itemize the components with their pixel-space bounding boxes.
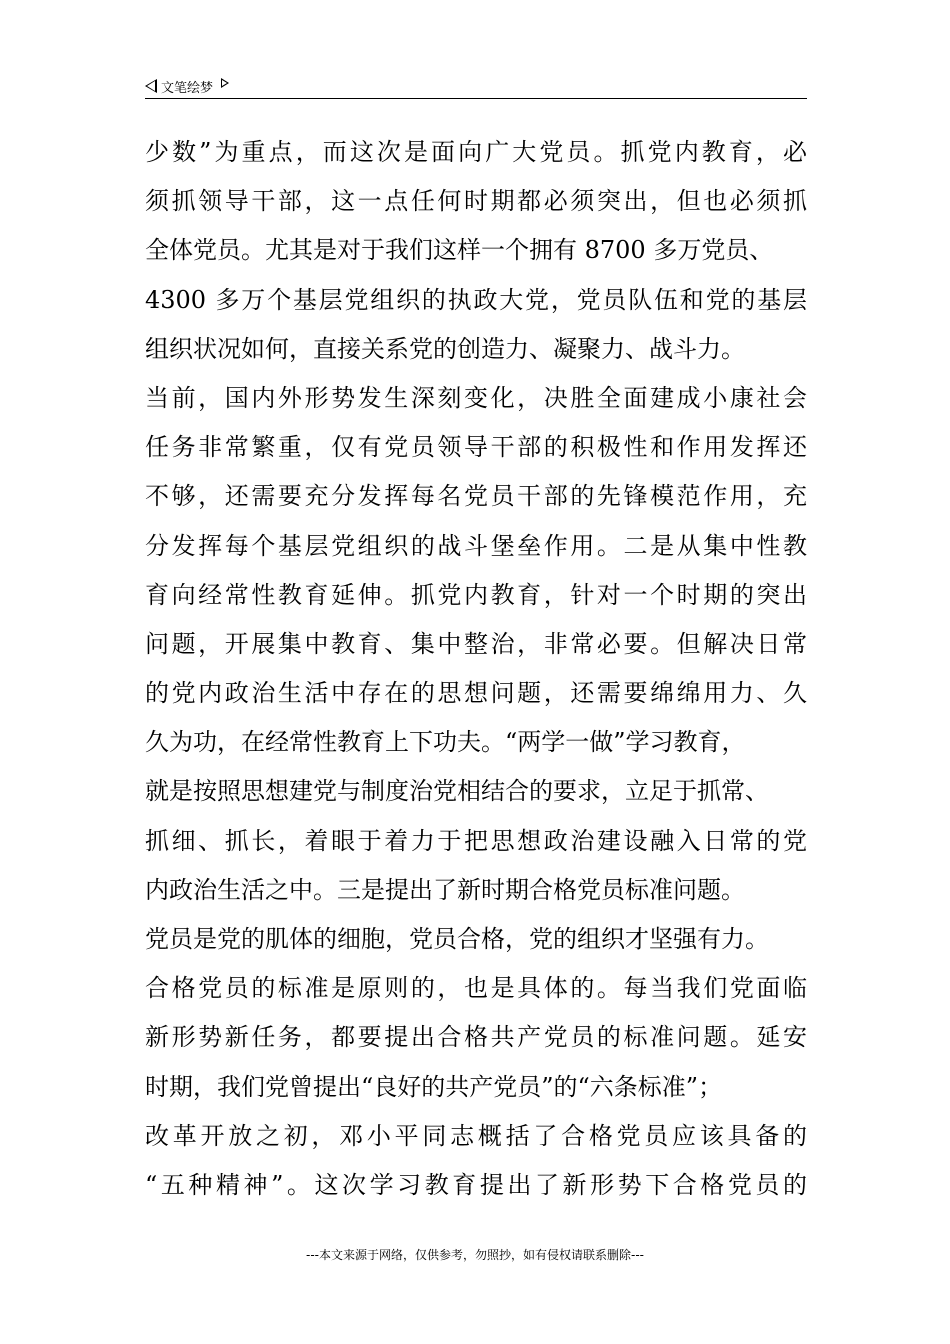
body-line: 就是按照思想建党与制度治党相结合的要求，立足于抓常、 [145,777,769,806]
body-line: 须抓领导干部，这一点任何时期都必须突出，但也必须抓 [145,187,807,216]
body-line: 分发挥每个基层党组织的战斗堡垒作用。二是从集中性教 [145,531,807,560]
page-header [145,74,807,99]
body-line: “五种精神”。这次学习教育提出了新形势下合格党员的 [145,1170,807,1199]
body-line: 组织状况如何，直接关系党的创造力、凝聚力、战斗力。 [145,334,745,363]
body-line: 全体党员。尤其是对于我们这样一个拥有 8700 多万党员、 [145,236,774,265]
body-line: 当前，国内外形势发生深刻变化，决胜全面建成小康社会 [145,383,807,412]
body-line: 合格党员的标准是原则的，也是具体的。每当我们党面临 [145,974,807,1003]
body-line: 抓细、抓长，着眼于着力于把思想政治建设融入日常的党 [145,826,807,855]
right-triangle-icon [221,78,229,88]
body-line: 时期，我们党曾提出“良好的共产党员”的“六条标准”； [145,1072,723,1101]
body-line: 4300 多万个基层党组织的执政大党，党员队伍和党的基层 [145,285,807,314]
body-line: 久为功，在经常性教育上下功夫。“两学一做”学习教育， [145,728,746,757]
left-triangle-icon [145,79,157,93]
header-title: 文笔绘梦 [161,80,214,96]
body-line: 新形势新任务，都要提出合格共产党员的标准问题。延安 [145,1023,807,1052]
body-line: 改革开放之初，邓小平同志概括了合格党员应该具备的 [145,1121,807,1150]
document-body [145,128,825,1210]
body-line: 的党内政治生活中存在的思想问题，还需要绵绵用力、久 [145,679,807,708]
body-line: 育向经常性教育延伸。抓党内教育，针对一个时期的突出 [145,580,807,609]
body-line: 党员是党的肌体的细胞，党员合格，党的组织才坚强有力。 [145,925,769,953]
body-line: 不够，还需要充分发挥每名党员干部的先锋模范作用，充 [145,482,807,511]
page-footer: ---本文来源于网络，仅供参考，勿照抄，如有侵权请联系删除--- [306,1248,644,1262]
body-line: 任务非常繁重，仅有党员领导干部的积极性和作用发挥还 [145,433,807,462]
body-line: 内政治生活之中。三是提出了新时期合格党员标准问题。 [145,875,745,904]
body-line: 问题，开展集中教育、集中整治，非常必要。但解决日常 [145,629,807,658]
body-line: 少数”为重点，而这次是面向广大党员。抓党内教育，必 [145,138,807,166]
